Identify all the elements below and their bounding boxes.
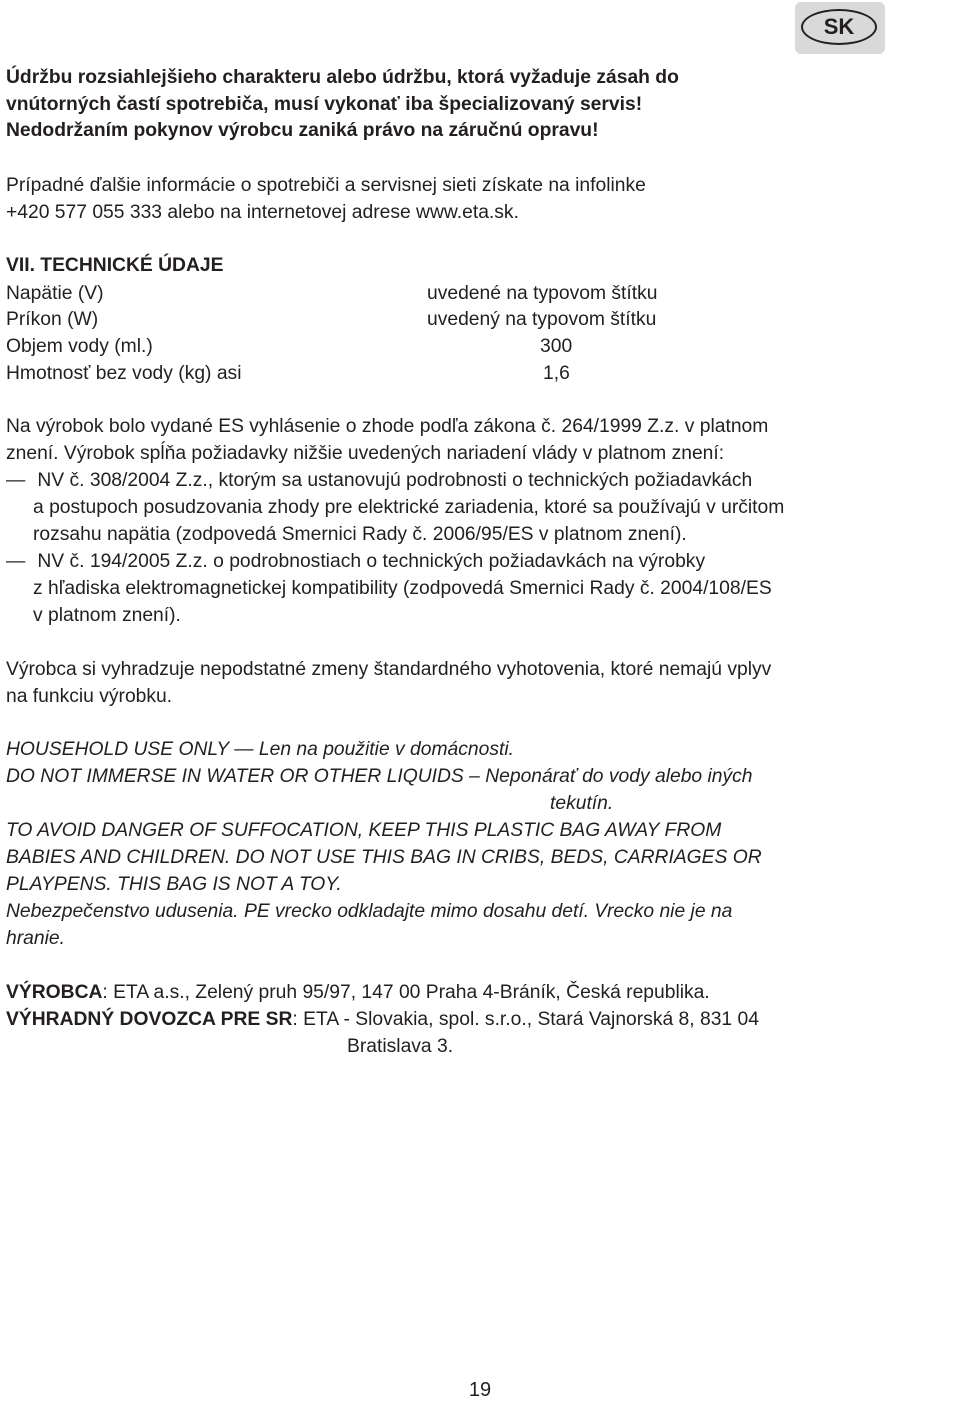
warning-immerse-line-1: DO NOT IMMERSE IN WATER OR OTHER LIQUIDS – Neponárať do vody alebo iných [6, 766, 753, 787]
changes-line-2: na funkciu výrobku. [6, 686, 173, 707]
item-2-line-3: v platnom znení). [33, 605, 181, 626]
tech-row-label: Objem vody (ml.) [6, 336, 153, 357]
page-number: 19 [468, 1379, 492, 1401]
item-1-line-1: NV č. 308/2004 Z.z., ktorým sa ustanovujú podrobnosti o technických požiadavkách [37, 470, 753, 491]
warning-suffocation-line-3: PLAYPENS. THIS BAG IS NOT A TOY. [6, 874, 342, 895]
tech-row-value: 300 [540, 336, 573, 357]
intro-line-2: vnútorných častí spotrebiča, musí vykonať iba špecializovaný servis! [6, 94, 643, 115]
tech-row-label: Napätie (V) [6, 283, 104, 304]
dash-bullet: — [6, 470, 26, 491]
manufacturer-label: VÝROBCA [6, 982, 103, 1003]
importer-line-2: Bratislava 3. [347, 1036, 454, 1057]
tech-row-label: Príkon (W) [6, 309, 99, 330]
declaration-item-1 [6, 467, 752, 494]
warning-household: HOUSEHOLD USE ONLY — Len na použitie v domácnosti. [6, 739, 514, 760]
importer-line [6, 1006, 759, 1033]
importer-text: : ETA - Slovakia, spol. s.r.o., Stará Vajnorská 8, 831 04 [292, 1009, 759, 1030]
manufacturer-line [6, 979, 710, 1006]
intro-line-3: Nedodržaním pokynov výrobcu zaniká právo na záručnú opravu! [6, 120, 599, 141]
importer-label: VÝHRADNÝ DOVOZCA PRE SR [6, 1009, 293, 1030]
info-line-2: +420 577 055 333 alebo na internetovej adrese www.eta.sk. [6, 202, 519, 223]
tech-row-value: 1,6 [543, 363, 570, 384]
tech-row-value: uvedený na typovom štítku [427, 309, 657, 330]
manufacturer-text: : ETA a.s., Zelený pruh 95/97, 147 00 Praha 4-Bráník, Česká republika. [102, 982, 710, 1003]
tech-row-value: uvedené na typovom štítku [427, 283, 658, 304]
language-badge [795, 2, 885, 54]
item-1-line-3: rozsahu napätia (zodpovedá Smernici Rady č. 2006/95/ES v platnom znení). [33, 524, 687, 545]
warning-sk-line-1: Nebezpečenstvo udusenia. PE vrecko odkladajte mimo dosahu detí. Vrecko nie je na [6, 901, 733, 922]
language-badge-label: SK [801, 9, 877, 45]
declaration-item-2 [6, 548, 705, 575]
tech-heading: VII. TECHNICKÉ ÚDAJE [6, 255, 224, 276]
tech-row-label: Hmotnosť bez vody (kg) asi [6, 363, 242, 384]
item-2-line-1: NV č. 194/2005 Z.z. o podrobnostiach o technických požiadavkách na výrobky [37, 551, 706, 572]
item-2-line-2: z hľadiska elektromagnetickej kompatibility (zodpovedá Smernici Rady č. 2004/108/ES [33, 578, 772, 599]
declaration-line-2: znení. Výrobok spĺňa požiadavky nižšie uvedených nariadení vlády v platnom znení: [6, 443, 725, 464]
declaration-line-1: Na výrobok bolo vydané ES vyhlásenie o zhode podľa zákona č. 264/1999 Z.z. v platnom [6, 416, 769, 437]
warning-suffocation-line-2: BABIES AND CHILDREN. DO NOT USE THIS BAG IN CRIBS, BEDS, CARRIAGES OR [6, 847, 762, 868]
dash-bullet: — [6, 551, 26, 572]
info-line-1: Prípadné ďalšie informácie o spotrebiči a servisnej sieti získate na infolinke [6, 175, 646, 196]
intro-line-1: Údržbu rozsiahlejšieho charakteru alebo údržbu, ktorá vyžaduje zásah do [6, 67, 679, 88]
item-1-line-2: a postupoch posudzovania zhody pre elektrické zariadenia, ktoré sa používajú v určitom [33, 497, 785, 518]
warning-suffocation-line-1: TO AVOID DANGER OF SUFFOCATION, KEEP THIS PLASTIC BAG AWAY FROM [6, 820, 722, 841]
changes-line-1: Výrobca si vyhradzuje nepodstatné zmeny štandardného vyhotovenia, ktoré nemajú vplyv [6, 659, 772, 680]
warning-immerse-line-2: tekutín. [550, 793, 614, 814]
warning-sk-line-2: hranie. [6, 928, 65, 949]
